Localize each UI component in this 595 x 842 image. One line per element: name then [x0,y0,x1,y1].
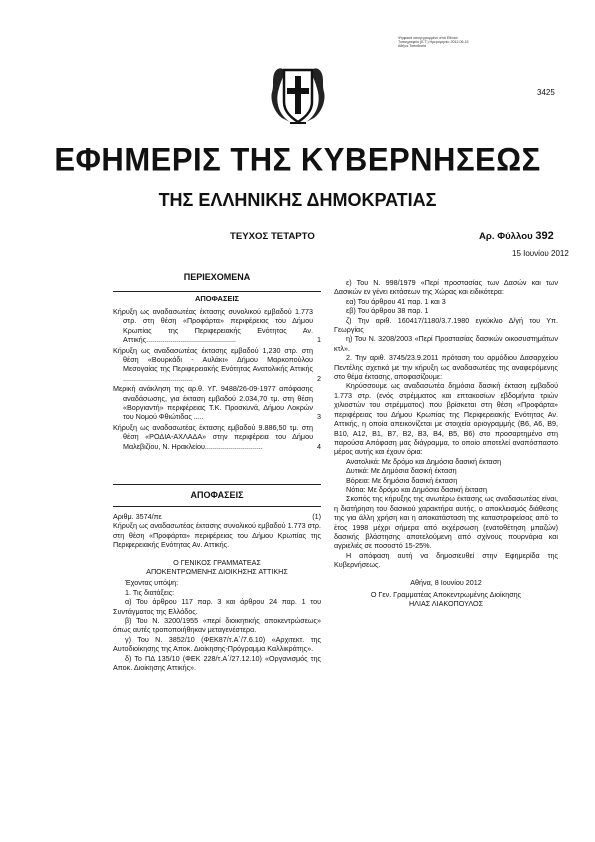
purpose-paragraph: Σκοπός της κήρυξης της ανωτέρω έκτασης ως αναδασωτέας είναι, η διατήρηση του δασικού χαρακτήρα αυτής, ο αποκλεισμός διάθεσης της για άλλη χρήση και η αποκατάσταση της καταστραφείσας από το έτος 1998 μέχρι σήμερα από εκχέρσωση (ενατοθέτηση μπαζών) δασικής βλάστησης αποτελούμενη από σχίνους πουρνάρια και αγριελιές σε ποσοστό 15-25%. [334,494,558,551]
considering-line: Έχοντας υπόψη: [125,578,179,588]
decision-paragraph: Κηρύσσουμε ως αναδασωτέα δημόσια δασική έκταση εμβαδού 1.773 στρ. (ενός στρέμματος και επτακοσίων εβδομήντα τριών χιλιοστών του στρέμματος) που βρίσκεται στη θέση «Προφάρτα» περιφέρειας του Δήμου Κρωπίας της Περιφερειακής Ενότητας Αν. Αττικής, η οποία απεικονίζεται με στοιχεία οριογραμμής (Β6, Α6, Β9, Β10, Α12, Β1, Β7, Β2, Β3, Β4, Β5, Β6) στο προσαρτημένο στη παρούσα Απόφαση μας διάγραμμα, το οποίο αποτελεί αναπόσπαστο μέρος αυτής και έχουν όρια: [334,381,558,457]
toc-item[interactable] [113,423,321,451]
provision-paragraph: ε) Του Ν. 998/1979 «Περί προστασίας των Δασών και των Δασικών εν γένει εκτάσεων της Χώρας και ειδικότερα: [334,278,558,297]
toc-item-text: Κήρυξη ως αναδασωτέας έκτασης συνολικού εμβαδού 1.773 στρ. στη θέση «Προφάρτα» περιφέρειας του Δήμου Κρωπίας της Περιφερειακής Ενότητας Αν. Αττικής............................................. [113,307,313,345]
boundary-north: Βόρεια: Με δημόσια δασική έκταση [346,475,458,485]
coat-of-arms-icon [268,62,328,128]
decisions-heading: ΑΠΟΦΑΣΕΙΣ [190,490,244,500]
decision-body [113,512,321,673]
place-date: Αθήνα, 8 Ιουνίου 2012 [410,577,482,587]
decision-summary: Κήρυξη ως αναδασωτέας έκτασης συνολικού εμβαδού 1.773 στρ. στη θέση «Προφάρτα» περιφέρειας του Δήμου Κρωπίας της Περιφερειακής Ενότητας Αν. Αττικής. [113,521,321,550]
right-column [334,278,558,609]
boundary-east: Ανατολικά: Με δρόμο και Δημόσια δασική έκταση [346,456,502,466]
page-number: 3425 [537,88,555,97]
toc-subheading: ΑΠΟΦΑΣΕΙΣ [194,294,240,303]
boundary-west: Δυτικά: Με Δημόσια δασική έκταση [346,466,457,476]
provision-paragraph: β) Του Ν. 3200/1955 «περί διοικητικής αποκεντρώσεως» όπως αυτές τροποποιήθηκαν μεταγενέστερα. [113,616,321,635]
divider [113,484,321,485]
signer-title: Ο Γεν. Γραμματέας Αποκεντρωμένης Διοίκησης [370,590,522,599]
gazette-subtitle: ΤΗΣ ΕΛΛΗΝΙΚΗΣ ΔΗΜΟΚΡΑΤΙΑΣ [158,190,437,210]
signer-name: ΗΛΙΑΣ ΛΙΑΚΟΠΟΥΛΟΣ [408,599,484,609]
provisions-line: 1. Τις διατάξεις: [125,587,175,597]
toc-item[interactable] [113,307,321,345]
provision-paragraph: εβ) Του άρθρου 38 παρ. 1 [346,306,429,316]
authority-line-2: ΑΠΟΚΕΝΤΡΩΜΕΝΗΣ ΔΙΟΙΚΗΣΗΣ ΑΤΤΙΚΗΣ [146,567,288,577]
toc-item-text: Κήρυξη ως αναδασωτέας έκτασης εμβαδού 1,230 στρ. στη θέση «Βουρκάδι - Αυλάκι» Δήμου Μαρκοπούλου Μεσογαίας της Περιφερειακής Ενότητας Ανατολικής Αττικής ................................... [113,345,313,383]
provision-paragraph: 2. Την αριθ. 3745/23.9.2011 πρόταση του αρμόδιου Δασαρχείου Πεντέλης σχετικά με την κήρυξη ως αναδασωτέας της αναφερόμενης στο θέμα έκτασης, αποφασίζουμε: [334,353,558,382]
toc-list [113,307,321,451]
toc-item[interactable] [113,384,321,422]
sheet-number: 392 [535,230,554,242]
toc-item-page: 3 [317,412,321,422]
provision-paragraph: εα) Του άρθρου 41 παρ. 1 και 3 [346,296,446,306]
issue-label: ΤΕΥΧΟΣ ΤΕΤΑΡΤΟ [230,231,315,242]
publish-paragraph: Η απόφαση αυτή να δημοσιευθεί στην Εφημερίδα της Κυβερνήσεως. [334,550,558,570]
sheet-info [479,230,554,242]
toc-heading: ΠΕΡΙΕΧΟΜΕΝΑ [183,272,251,282]
left-column [113,272,321,303]
authority-line-1: Ο ΓΕΝΙΚΟΣ ΓΡΑΜΜΑΤΕΑΣ [173,557,261,567]
provision-paragraph: α) Του άρθρου 117 παρ. 3 και άρθρου 24 παρ. 1 του Συντάγματος της Ελλάδος. [113,597,321,616]
gazette-title: ΕΦΗΜΕΡΙΣ ΤΗΣ ΚΥΒΕΡΝΗΣΕΩΣ [54,141,541,178]
decision-ref: Αριθμ. 3574/πε [113,512,162,521]
decision-ref-line [113,512,321,521]
toc-item-text: Κήρυξη ως αναδασωτέας έκτασης εμβαδού 9.886,50 τμ. στη θέση «ΡΟΔΙΑ-ΑΧΛΑΔΑ» στην περιφέρεια του Δήμου Μαλεβιζίου, Ν. Ηρακλείου............................. [113,422,313,451]
toc-item-page: 1 [317,335,321,345]
sheet-label: Αρ. Φύλλου [479,231,533,242]
signature-notes: Ψηφιακά υπογεγραμμένο από Εθνικό Τυπογραφείο (Ε.Τ.) Ημερομηνία: 2012.06.15 Αθήνα Τοποθεσία [398,36,469,48]
toc-item-text: Μερική ανάκληση της αρ.θ. ΥΓ. 9488/26-09-1977 απόφασης αναδάσωσης, για έκταση εμβαδού 2.034,70 τμ. στη θέση «Βοργιαντή» περιφέρειας Τ.Κ. Προσκυνά, Δήμου Λοκρών του Νομού Φθιώτιδας ..... [113,384,313,422]
provision-paragraph: ζ) Την αριθ. 160417/1180/3.7.1980 εγκύκλιο Δ/γή του Υπ. Γεωργίας [334,315,558,335]
toc-item-page: 2 [317,373,321,383]
boundary-south: Νότια: Με δρόμο και Δημόσια δασική έκταση [346,484,487,494]
provision-paragraph: γ) Του Ν. 3852/10 (ΦΕΚ87/τ.Α΄/7.6.10) «Αρχιτεκτ. της Αυτοδιοίκησης της Αποκ. Διοίκησης-Πρόγραμμα Καλλικράτης». [113,634,321,654]
toc-item-page: 4 [317,441,321,451]
divider [113,291,321,292]
issue-date: 15 Ιουνίου 2012 [512,249,569,258]
provision-paragraph: η) Του Ν. 3208/2003 «Περί Προστασίας δασικών οικοσυστημάτων κτλ». [334,334,558,353]
toc-item[interactable] [113,346,321,384]
divider [113,506,321,507]
decision-ref-num: (1) [312,512,321,521]
provision-paragraph: δ) Το ΠΔ 135/10 (ΦΕΚ 228/τ.Α΄/27.12.10) «Οργανισμός της Αποκ. Διοίκησης Αττικής». [113,653,321,673]
